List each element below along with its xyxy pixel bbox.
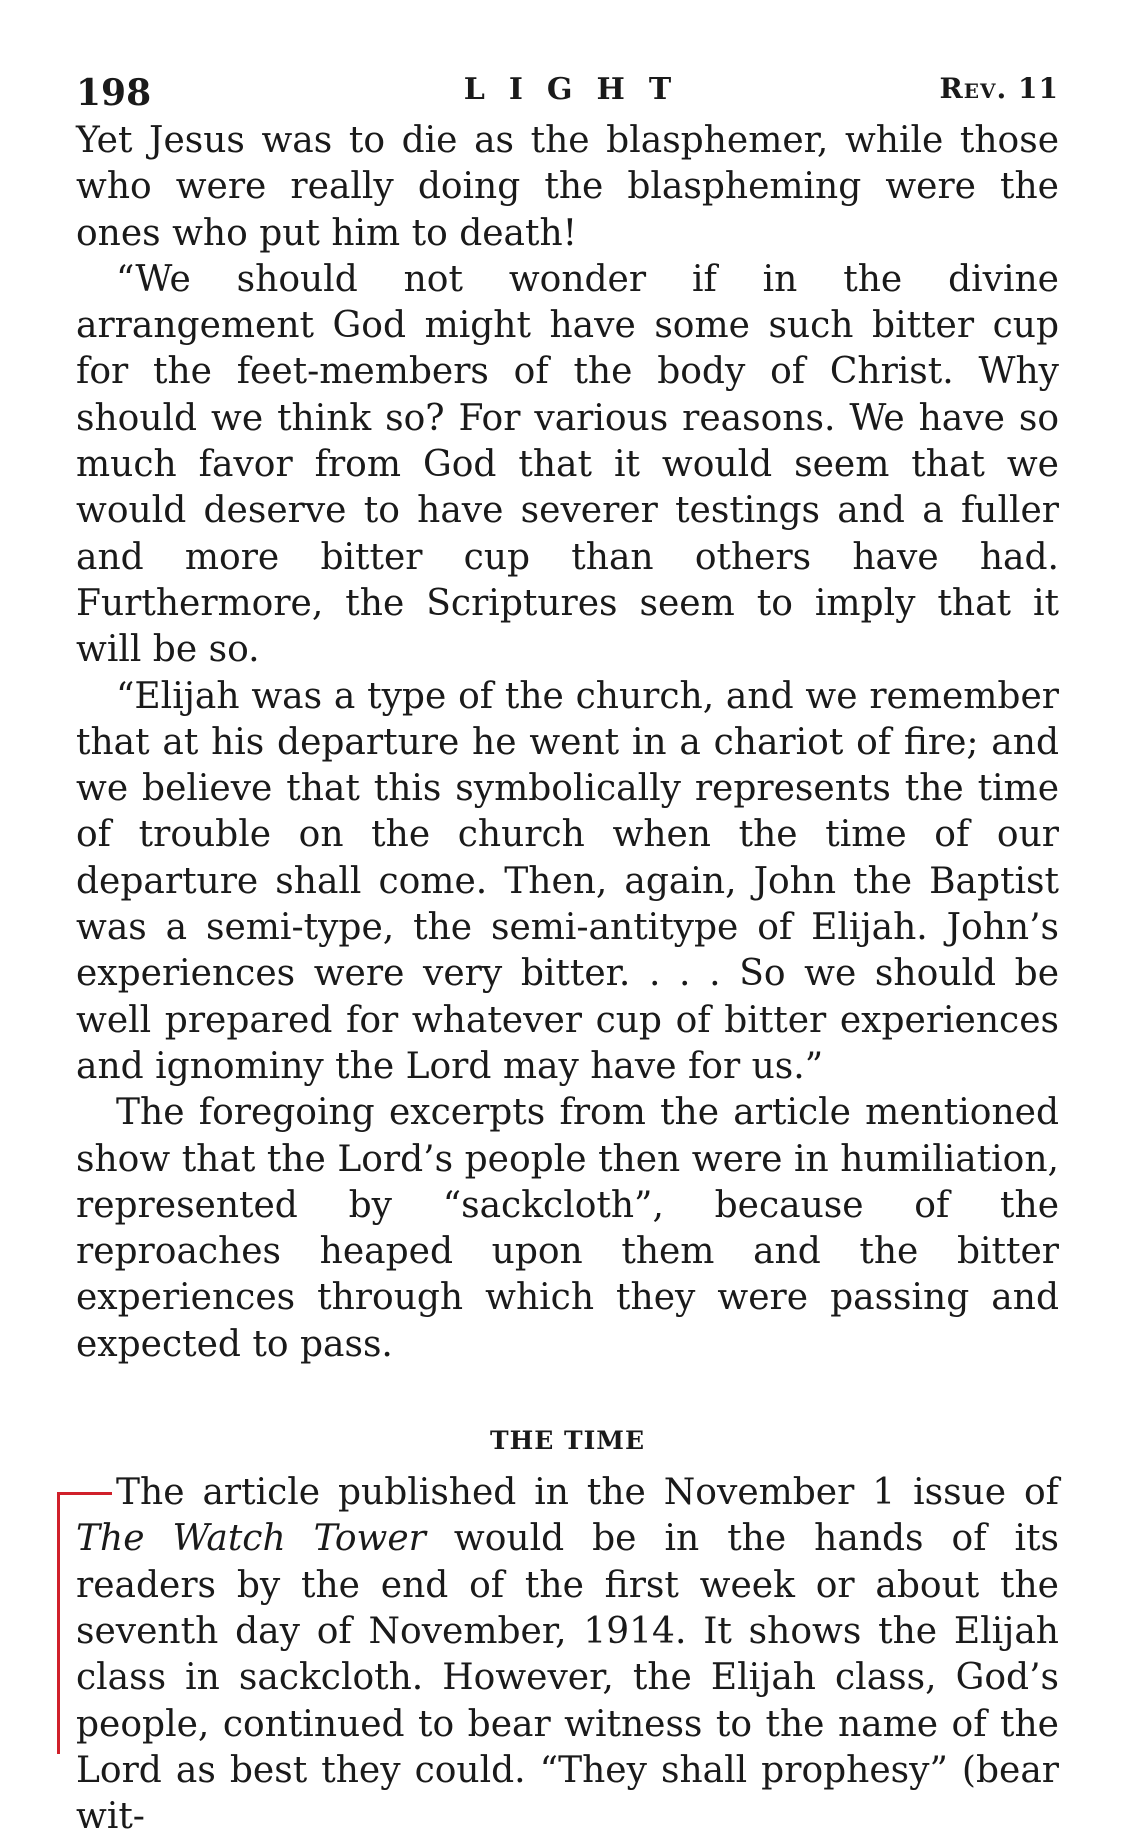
body-text	[76, 118, 1059, 1840]
text-before-title: The article published in the November 1 issue of	[116, 1472, 1059, 1514]
section-heading: THE TIME	[489, 1426, 645, 1456]
running-title: LIGHT	[463, 72, 696, 107]
book-page	[76, 62, 1059, 1840]
margin-marker-tick	[57, 1492, 112, 1495]
running-head	[76, 62, 1059, 118]
section-gap	[76, 1368, 1059, 1426]
paragraph-continuation: Yet Jesus was to die as the blasphemer, while those who were really doing the blaspheming were the ones who put him to death!	[76, 120, 1059, 254]
publication-title: The Watch Tower	[76, 1518, 426, 1560]
paragraph-quote-elijah: “Elijah was a type of the church, and we remember that at his departure he went in a chariot of fire; and we believe that this symbolically represents the time of trouble on the church when the time of our departure shall come. Then, again, John the Baptist was a semi-type, the semi-antitype of Elijah. John’s experiences were very bitter. . . . So we should be well prepared for whatever cup of bitter experiences and ignominy the Lord may have for us.”	[76, 675, 1059, 1087]
margin-marker-line	[57, 1492, 60, 1754]
paragraph-quote-bitter-cup: “We should not wonder if in the divine arrangement God might have some such bitter cup for the feet-members of the body of Christ. Why should we think so? For various reasons. We have so much favor from God that it would seem that we would deserve to have severer testings and a fuller and more bitter cup than others have had. Furthermore, the Scriptures seem to imply that it will be so.	[76, 258, 1059, 671]
page-number: 198	[76, 72, 152, 114]
paragraph-foregoing-excerpts: The foregoing excerpts from the article mentioned show that the Lord’s people then were in humiliation, represented by “sackcloth”, because of the reproaches heaped upon them and the bitter experiences through which they were passing and expected to pass.	[76, 1092, 1059, 1365]
text-after-title: would be in the hands of its readers by the end of the first week or about the seventh day of November, 1914. It shows the Elijah class in sackcloth. However, the Elijah class, God’s people, continued to bear witness to the name of the Lord as best they could. “They shall prophesy” (bear wit-	[76, 1518, 1059, 1838]
scripture-reference: Rev. 11	[939, 72, 1059, 105]
paragraph-the-time	[76, 1470, 1059, 1840]
marked-passage	[76, 1470, 1059, 1840]
